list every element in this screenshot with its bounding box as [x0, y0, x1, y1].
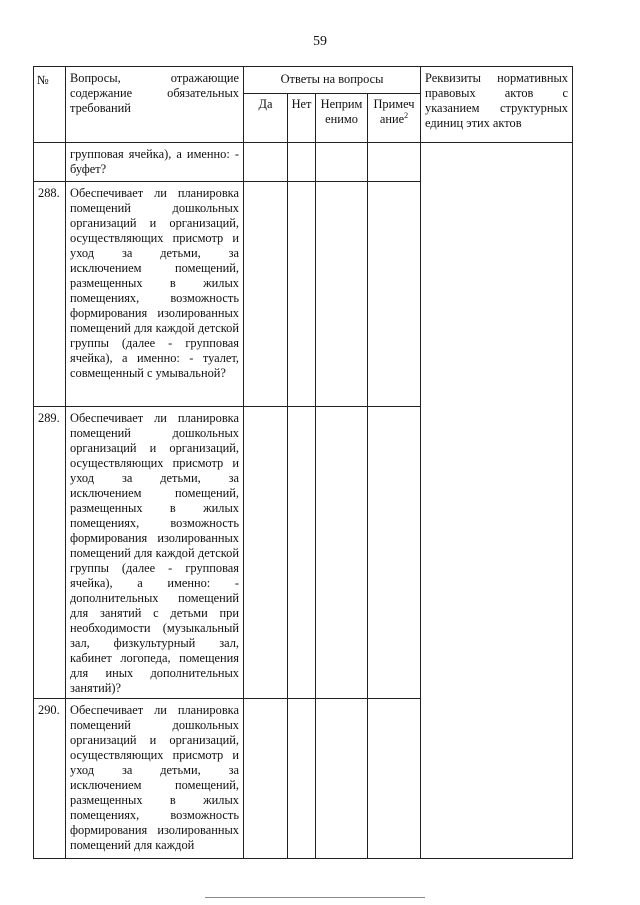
- answer-yes-cell[interactable]: [244, 699, 288, 859]
- requisites-cell[interactable]: [421, 143, 573, 859]
- header-number: №: [34, 67, 66, 143]
- scan-edge-line: [205, 897, 425, 898]
- table-row: [34, 143, 573, 182]
- answer-note-cell[interactable]: [368, 182, 421, 407]
- row-question: групповая ячейка), а именно: - буфет?: [66, 143, 244, 182]
- answer-yes-cell[interactable]: [244, 407, 288, 699]
- answer-no-cell[interactable]: [288, 699, 316, 859]
- header-note-label: Примеч ание: [373, 97, 415, 126]
- answer-no-cell[interactable]: [288, 182, 316, 407]
- row-number: [34, 143, 66, 182]
- answer-not-applicable-cell[interactable]: [316, 143, 368, 182]
- checklist-table: [33, 66, 573, 859]
- header-questions: Вопросы, отражающие содержание обязательных требований: [66, 67, 244, 143]
- answer-no-cell[interactable]: [288, 143, 316, 182]
- row-question: Обеспечивает ли планировка помещений дошкольных организаций и организаций, осуществляющих присмотр и уход за детьми, за исключением помещений, размещенных в жилых помещениях, возможность формирования изолированных помещений для каждой детской группы (далее - групповая ячейка), а именно: - туалет, совмещенный с умывальной?: [66, 182, 244, 407]
- answer-note-cell[interactable]: [368, 699, 421, 859]
- row-question: Обеспечивает ли планировка помещений дошкольных организаций и организаций, осуществляющих присмотр и уход за детьми, за исключением помещений, размещенных в жилых помещениях, возможность формирования изолированных помещений для каждой детской группы (далее - групповая ячейка), а именно: - дополнительных помещений для занятий с детьми при необходимости (музыкальный зал, физкультурный зал, кабинет логопеда, помещения для иных дополнительных занятий)?: [66, 407, 244, 699]
- answer-no-cell[interactable]: [288, 407, 316, 699]
- header-requisites: Реквизиты нормативных правовых актов с указанием структурных единиц этих актов: [421, 67, 573, 143]
- header-answers: Ответы на вопросы: [244, 67, 421, 94]
- row-question: Обеспечивает ли планировка помещений дошкольных организаций и организаций, осуществляющих присмотр и уход за детьми, за исключением помещений, размещенных в жилых помещениях, возможность формирования изолированных помещений для каждой: [66, 699, 244, 859]
- page-number: 59: [313, 34, 327, 49]
- header-yes: Да: [244, 94, 288, 143]
- row-number: 289.: [34, 407, 66, 699]
- header-not-applicable: Неприм енимо: [316, 94, 368, 143]
- header-no: Нет: [288, 94, 316, 143]
- answer-note-cell[interactable]: [368, 407, 421, 699]
- row-number: 290.: [34, 699, 66, 859]
- row-number: 288.: [34, 182, 66, 407]
- answer-yes-cell[interactable]: [244, 182, 288, 407]
- answer-not-applicable-cell[interactable]: [316, 699, 368, 859]
- header-note: [368, 94, 421, 143]
- answer-note-cell[interactable]: [368, 143, 421, 182]
- header-note-footnote: 2: [404, 110, 409, 120]
- answer-yes-cell[interactable]: [244, 143, 288, 182]
- answer-not-applicable-cell[interactable]: [316, 407, 368, 699]
- answer-not-applicable-cell[interactable]: [316, 182, 368, 407]
